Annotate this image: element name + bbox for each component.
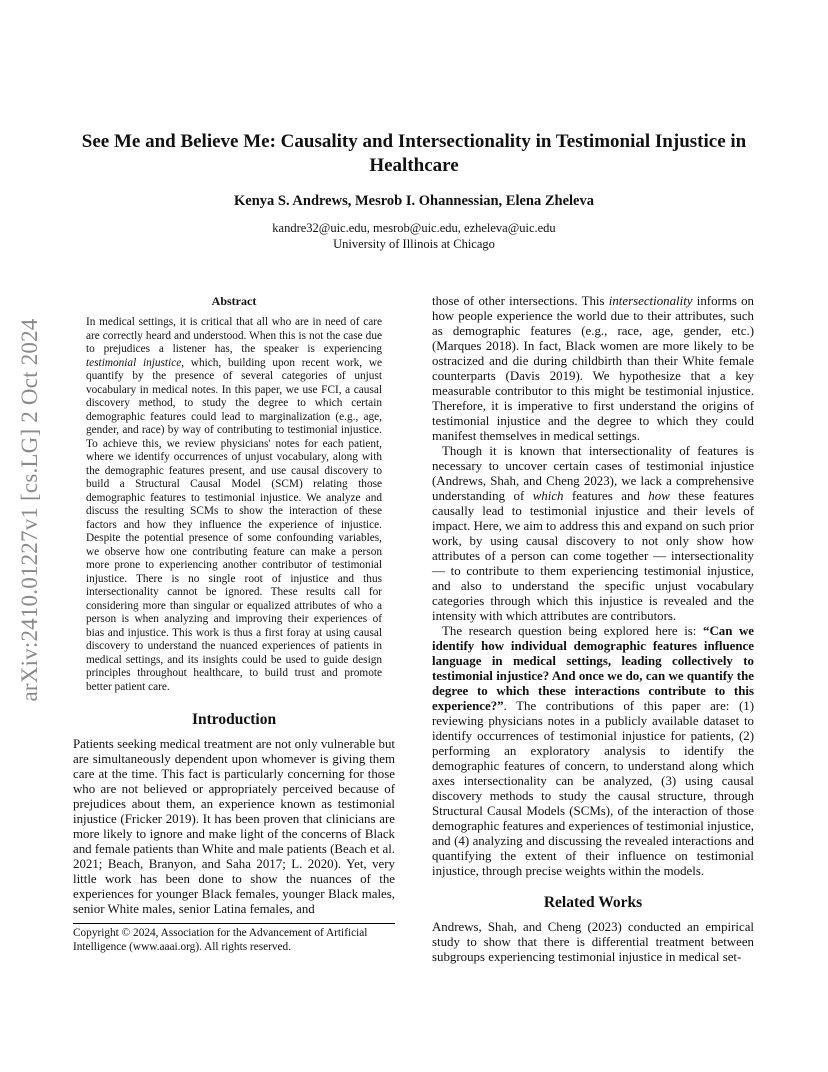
arxiv-identifier-sidebar	[8, 250, 52, 770]
left-column	[73, 294, 395, 917]
abstract-heading: Abstract	[211, 294, 257, 308]
intro-paragraph-2	[432, 444, 754, 624]
introduction-paragraph: Patients seeking medical treatment are not only vulnerable but are simultaneously dependent upon whomever is giving them care at the time. This fact is particularly concerning for those who are not believed or appropriately perceived because of prejudices about them, an experience known as testimonial injustice (Fricker 2019). It has been proven that clinicians are more likely to ignore and make light of the concerns of Black and female patients than White and male patients (Beach et al. 2021; Beach, Branyon, and Saha 2017; L. 2020). Yet, very little work has been done to show the nuances of the experiences for younger Black females, younger Black males, senior White males, senior Latina females, and	[73, 737, 395, 916]
abstract-text	[86, 316, 382, 694]
emphasis-intersectionality: intersectionality	[608, 294, 693, 308]
intro-paragraph-continued	[432, 294, 754, 444]
introduction-heading: Introduction	[191, 711, 277, 728]
intro-paragraph-3	[432, 624, 754, 879]
institution: University of Illinois at Chicago	[333, 237, 495, 251]
text-run: features and	[563, 489, 649, 503]
abstract-text-part2: , which, building upon recent work, we quantify by the presence of several categories of unjust vocabulary in medical notes. In this paper, we use FCI, a causal discovery method, to study the degree to which certain demographic features could lead to marginalization (e.g., age, gender, and race) by way of contributing to testimonial injustice. To achieve this, we review physicians' notes for each patient, where we identify occurrences of unjust vocabulary, along with the demographic features present, and use causal discovery to build a Structural Causal Model (SCM) relating those demographic features to testimonial injustice. We analyze and discuss the resulting SCMs to show the interaction of these factors and how they influence the experience of injustice. Despite the potential presence of some confounding variables, we observe how one contributing feature can make a person more prone to experiencing another contributor of testimonial injustice. There is no single root of injustice and thus intersectionality cannot be ignored. These results call for considering more than singular or equalized attributes of who a person is when analyzing and improving their experiences of bias and injustice. This work is thus a first foray at using causal discovery to understand the nuanced experiences of patients in medical settings, and its insights could be used to guide design principles throughout healthcare, to build trust and promote better patient care.	[86, 356, 382, 693]
copyright-footnote: Copyright © 2024, Association for the Advancement of Artificial Intelligence (www.aaai.org). All rights reserved.	[73, 923, 395, 954]
emphasis-which: which	[532, 489, 564, 503]
related-works-heading: Related Works	[543, 894, 643, 911]
paper-title: See Me and Believe Me: Causality and Intersectionality in Testimonial Injustice in Healthcare	[81, 131, 747, 176]
text-run: informs on how people experience the world due to their attributes, such as demographic features (e.g., race, age, gender, etc.) (Marques 2018). In fact, Black women are more likely to be ostracized and die during childbirth than their White female counterparts (Davis 2019). We hypothesize that a key measurable contributor to this might be testimonial injustice. Therefore, it is imperative to first understand the origins of testimonial injustice and the degree to which they could manifest themselves in medical settings.	[432, 294, 755, 443]
emphasis-how: how	[648, 489, 670, 503]
affiliation-block	[60, 220, 768, 252]
research-question: “Can we identify how individual demographic features influence language in medical settings, leading collectively to testimonial injustice? And once we do, can we quantify the degree to which these interactions contribute to this experience?”	[432, 624, 755, 713]
related-works-paragraph: Andrews, Shah, and Cheng (2023) conducted an empirical study to show that there is differential treatment between subgroups experiencing testimonial injustice in medical set-	[432, 920, 754, 964]
text-run: . The contributions of this paper are: (1) reviewing physicians notes in a publicly available dataset to identify occurrences of testimonial injustice for patients, (2) performing an exploratory analysis to identify the demographic features of concern, to understand along which axes intersectionality can be analyzed, (3) using causal discovery methods to study the causal structure, through Structural Causal Models (SCMs), of the interaction of those demographic features and experiences of testimonial injustice, and (4) analyzing and discussing the revealed interactions and quantifying the extent of their influence on testimonial injustice, through precise weights within the models.	[432, 699, 754, 878]
text-run: The research question being explored here is:	[442, 624, 703, 638]
arxiv-identifier: arXiv:2410.01227v1 [cs.LG] 2 Oct 2024	[17, 318, 42, 702]
author-list: Kenya S. Andrews, Mesrob I. Ohannessian, Elena Zheleva	[233, 193, 594, 209]
right-column	[432, 294, 754, 965]
text-run: those of other intersections. This	[432, 294, 609, 308]
abstract-text-part1: In medical settings, it is critical that all who are in need of care are correctly heard and understood. When this is not the case due to prejudices a listener has, the speaker is experiencing	[86, 316, 382, 355]
text-run: Though it is known that intersectionality of features is necessary to uncover certain cases of testimonial injustice (Andrews, Shah, and Cheng 2023), we lack a comprehensive understanding of	[432, 444, 754, 503]
abstract-term: testimonial injustice	[86, 356, 182, 369]
author-emails: kandre32@uic.edu, mesrob@uic.edu, ezheleva@uic.edu	[272, 221, 556, 235]
text-run: these features causally lead to testimonial injustice and their levels of impact. Here, we aim to address this and expand on such prior work, by using causal discovery to not only show how attributes of a person can come together — intersectionality — to contribute to them experiencing testimonial injustice, and also to understand the specific unjust vocabulary categories through which this injustice is revealed and the intensity with which attributes are contributors.	[432, 489, 754, 623]
